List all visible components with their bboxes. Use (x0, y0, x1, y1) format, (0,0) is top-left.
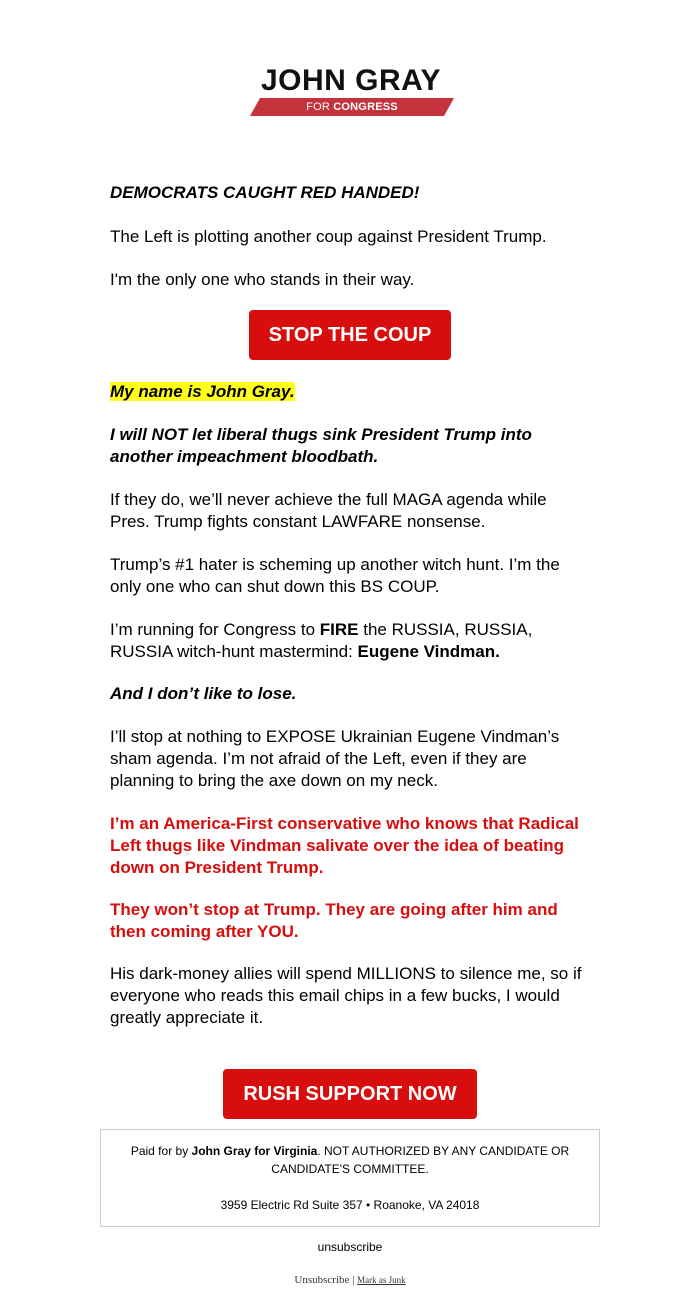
logo-subtitle (306, 101, 398, 113)
mailing-address: 3959 Electric Rd Suite 357 • Roanoke, VA 24018 (220, 1198, 480, 1212)
highlight-block (110, 381, 590, 403)
paragraph-10-block (110, 899, 590, 943)
paid-for-line (101, 1142, 599, 1178)
paragraph-11-block (110, 963, 590, 1029)
paragraph-6 (110, 619, 590, 663)
logo-band (250, 98, 454, 116)
paragraph-2: I'm the only one who stands in their way. (110, 270, 415, 289)
paragraph-9-block (110, 813, 590, 879)
headline: DEMOCRATS CAUGHT RED HANDED! (110, 183, 420, 202)
paragraph-9: I’m an America-First conservative who knows that Radical Left thugs like Vindman salivate over the idea of beating down on President Trump. (110, 814, 579, 877)
p6-part-a: I’m running for Congress to (110, 620, 320, 639)
paid-suffix: . NOT AUTHORIZED BY ANY CANDIDATE OR CANDIDATE'S COMMITTEE. (271, 1144, 570, 1176)
paragraph-7: And I don’t like to lose. (110, 684, 297, 703)
paragraph-5-block (110, 554, 590, 598)
paragraph-1: The Left is plotting another coup against President Trump. (110, 227, 547, 246)
logo-sub-prefix: FOR (306, 101, 330, 113)
campaign-logo (236, 66, 466, 116)
unsubscribe-link[interactable]: unsubscribe (317, 1240, 383, 1254)
paragraph-11: His dark-money allies will spend MILLIONS to silence me, so if everyone who reads this email chips in a few bucks, I would greatly appreciate it. (110, 964, 582, 1027)
logo-name: JOHN GRAY (260, 64, 442, 97)
paragraph-2-block (110, 269, 590, 291)
p6-vindman: Eugene Vindman. (357, 642, 500, 661)
paragraph-3: I will NOT let liberal thugs sink President Trump into another impeachment bloodbath. (110, 425, 532, 466)
paragraph-10: They won’t stop at Trump. They are going after him and then coming after YOU. (110, 900, 558, 941)
paragraph-1-block (110, 226, 590, 248)
paragraph-7-block (110, 683, 590, 705)
paid-org: John Gray for Virginia (191, 1144, 318, 1158)
disclaimer-box (100, 1129, 600, 1227)
paid-prefix: Paid for by (130, 1144, 192, 1158)
logo-sub-main: CONGRESS (333, 101, 398, 113)
link-separator: | (349, 1274, 358, 1286)
paragraph-8-block (110, 726, 590, 792)
paragraph-4-block (110, 489, 590, 533)
paragraph-5: Trump’s #1 hater is scheming up another witch hunt. I’m the only one who can shut down this BS COUP. (110, 555, 560, 596)
paragraph-6-block (110, 619, 590, 663)
paragraph-4: If they do, we’ll never achieve the full MAGA agenda while Pres. Trump fights constant LAWFARE nonsense. (110, 490, 547, 531)
highlighted-intro: My name is John Gray. (110, 382, 295, 401)
mark-as-junk-link[interactable]: Mark as Junk (357, 1275, 406, 1285)
bottom-links (0, 1274, 700, 1286)
p6-fire: FIRE (319, 620, 359, 639)
paragraph-3-block (110, 424, 590, 468)
paragraph-8: I’ll stop at nothing to EXPOSE Ukrainian Eugene Vindman’s sham agenda. I’m not afraid of the Left, even if they are planning to bring the axe down on my neck. (110, 727, 560, 790)
rush-support-button[interactable]: RUSH SUPPORT NOW (223, 1069, 477, 1119)
stop-the-coup-button[interactable]: STOP THE COUP (249, 310, 451, 360)
headline-block (110, 182, 590, 204)
p6-part-c: the RUSSIA, RUSSIA, RUSSIA witch-hunt mastermind: (110, 620, 533, 661)
unsubscribe-link-2[interactable]: Unsubscribe (294, 1274, 350, 1286)
